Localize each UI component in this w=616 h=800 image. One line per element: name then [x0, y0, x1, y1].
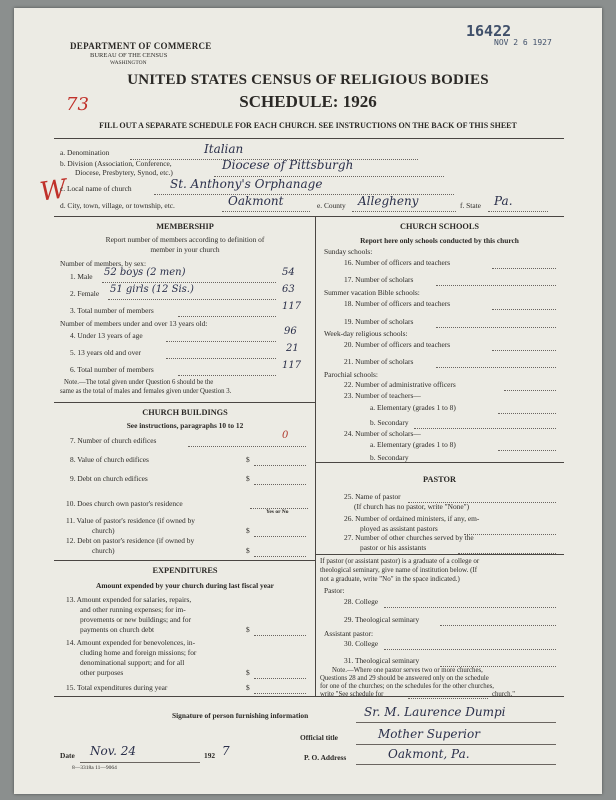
q23-label: 23. Number of teachers— [344, 391, 421, 400]
q5-value[interactable]: 21 [286, 343, 299, 354]
q8-label: 8. Value of church edifices [70, 455, 149, 464]
membership-heading: MEMBERSHIP [156, 222, 214, 231]
q26-label-2: ployed as assistant pastors [360, 524, 438, 533]
q23a-line [498, 413, 556, 414]
q19-label: 19. Number of scholars [344, 317, 414, 326]
q9-label: 9. Debt on church edifices [70, 474, 148, 483]
q21-line [436, 367, 556, 368]
q2-line [108, 299, 276, 300]
q31-label: 31. Theological seminary [344, 656, 420, 665]
q1-line [102, 282, 276, 283]
column-divider [315, 216, 316, 696]
pastor-subheading: Pastor: [324, 586, 345, 595]
city-value[interactable]: Oakmont [228, 194, 284, 208]
q4-value[interactable]: 96 [284, 326, 297, 337]
q16-line [492, 268, 556, 269]
pastor-note-5: church." [492, 691, 515, 698]
q24a-label: a. Elementary (grades 1 to 8) [370, 440, 456, 449]
q8-dollar: $ [246, 455, 250, 464]
q2-value[interactable]: 63 [282, 284, 295, 295]
q5-line [166, 358, 276, 359]
q11-line [254, 536, 306, 537]
q24-label: 24. Number of scholars— [344, 429, 421, 438]
assistant-subheading: Assistant pastor: [324, 629, 374, 638]
address-label: P. O. Address [304, 753, 347, 762]
official-title-label: Official title [300, 733, 338, 742]
county-line [352, 211, 456, 212]
margin-number: 73 [66, 94, 89, 115]
signature-label: Signature of person furnishing information [172, 711, 309, 720]
q25-note: (If church has no pastor, write "None") [354, 502, 470, 511]
q19-line [436, 327, 556, 328]
q6-line [178, 375, 276, 376]
q5-label: 5. 13 years old and over [70, 348, 142, 357]
q13-label: 13. Amount expended for salaries, repairs, [66, 595, 192, 604]
received-stamp-date: NOV 2 6 1927 [494, 38, 552, 47]
q13-label-4: payments on church debt [80, 625, 155, 634]
pastor-heading: PASTOR [423, 475, 456, 484]
q14-label-3: denominational support; and for all [80, 658, 185, 667]
q29-label: 29. Theological seminary [344, 615, 420, 624]
official-title-line [356, 744, 556, 745]
pastor-note-3: for one of the churches; on the schedules for the other churches, [320, 683, 495, 690]
pastor-note-line [408, 698, 488, 699]
official-title-value[interactable]: Mother Superior [378, 727, 480, 741]
date-line [80, 762, 200, 763]
q3-label: 3. Total number of members [70, 306, 154, 315]
q22-line [504, 390, 556, 391]
margin-mark: W [38, 174, 69, 208]
q30-label: 30. College [344, 639, 379, 648]
address-value[interactable]: Oakmont, Pa. [388, 747, 470, 761]
q27-label-2: pastor or his assistants [360, 543, 427, 552]
division-label: b. Division (Association, Conference, [60, 159, 172, 168]
city-label: d. City, town, village, or township, etc. [60, 201, 175, 210]
q1-entry[interactable]: 52 boys (2 men) [104, 267, 186, 278]
q17-line [436, 285, 556, 286]
q14-dollar: $ [246, 668, 250, 677]
buildings-subheading: See instructions, paragraphs 10 to 12 [126, 421, 244, 430]
q10-label: 10. Does church own pastor's residence [66, 499, 183, 508]
q14-label-2: cluding home and foreign missions; for [80, 648, 197, 657]
division-value[interactable]: Diocese of Pittsburgh [222, 158, 354, 172]
membership-note: Note.—The total given under Question 6 should be the [64, 379, 214, 386]
q7-value[interactable]: 0 [282, 430, 289, 441]
expenditures-heading: EXPENDITURES [152, 566, 218, 575]
q12-label: 12. Debt on pastor's residence (if owned by [66, 536, 195, 545]
q12-dollar: $ [246, 546, 250, 555]
q15-line [254, 693, 306, 694]
q21-label: 21. Number of scholars [344, 357, 414, 366]
form-title: UNITED STATES CENSUS OF RELIGIOUS BODIES [127, 72, 489, 88]
parochial-schools-label: Parochial schools: [324, 370, 378, 379]
q7-line [188, 446, 306, 447]
q1-value[interactable]: 54 [282, 267, 295, 278]
received-stamp-number: 16422 [466, 22, 512, 40]
local-name-value[interactable]: St. Anthony's Orphanage [170, 177, 323, 191]
q3-line [178, 316, 276, 317]
membership-note-2: same as the total of males and females given under Question 3. [60, 388, 232, 395]
q22-label: 22. Number of administrative officers [344, 380, 456, 389]
q17-label: 17. Number of scholars [344, 275, 414, 284]
q24a-line [498, 450, 556, 451]
q28-line [384, 607, 556, 608]
graduate-note: If pastor (or assistant pastor) is a graduate of a college or [320, 557, 480, 565]
q23a-label: a. Elementary (grades 1 to 8) [370, 403, 456, 412]
buildings-rule [54, 560, 316, 561]
form-code: 8—3318a 11—9064 [72, 765, 117, 771]
q26-label: 26. Number of ordained ministers, if any, em- [344, 514, 480, 523]
division-label-2: Diocese, Presbytery, Synod, etc.) [75, 168, 173, 177]
buildings-heading: CHURCH BUILDINGS [142, 408, 228, 417]
bureau-name: BUREAU OF THE CENSUS [90, 52, 168, 59]
q25-label: 25. Name of pastor [344, 492, 401, 501]
pastor-note-4: write "See schedule for [320, 691, 384, 698]
pastor-rule [315, 554, 564, 555]
sunday-schools-label: Sunday schools: [324, 247, 373, 256]
q26-line [464, 534, 556, 535]
q13-dollar: $ [246, 625, 250, 634]
q18-line [492, 309, 556, 310]
q7-label: 7. Number of church edifices [70, 436, 157, 445]
q8-line [254, 465, 306, 466]
membership-intro-2: member in your church [150, 245, 220, 254]
q11-label-2: church) [92, 526, 115, 535]
header-divider [54, 138, 564, 139]
department-name: DEPARTMENT OF COMMERCE [70, 41, 212, 51]
q13-label-2: and other running expenses; for im- [80, 605, 186, 614]
denomination-label: a. Denomination [60, 148, 110, 157]
year-prefix: 192 [204, 751, 216, 760]
year-value[interactable]: 7 [222, 744, 230, 758]
q16-label: 16. Number of officers and teachers [344, 258, 451, 267]
q29-line [440, 625, 556, 626]
pastor-note: Note.—Where one pastor serves two or more churches, [332, 667, 483, 674]
date-value[interactable]: Nov. 24 [90, 744, 136, 758]
q14-label-4: other purposes [80, 668, 124, 677]
body-top-rule [54, 216, 564, 217]
q30-line [384, 649, 556, 650]
census-schedule-sheet [14, 8, 602, 794]
q11-dollar: $ [246, 526, 250, 535]
membership-rule [54, 402, 316, 403]
state-value[interactable]: Pa. [494, 194, 513, 208]
form-instructions: FILL OUT A SEPARATE SCHEDULE FOR EACH CHURCH. SEE INSTRUCTIONS ON THE BACK OF THIS SHEET [99, 121, 517, 130]
q4-label: 4. Under 13 years of age [70, 331, 143, 340]
q13-line [254, 635, 306, 636]
q1-label: 1. Male [70, 272, 93, 281]
date-label: Date [60, 751, 75, 760]
weekday-schools-label: Week-day religious schools: [324, 329, 408, 338]
q12-line [254, 556, 306, 557]
graduate-note-2: theological seminary, give name of institution below. (If [320, 566, 478, 574]
address-line [356, 764, 556, 765]
q23b-label: b. Secondary [370, 418, 409, 427]
q2-entry[interactable]: 51 girls (12 Sis.) [110, 284, 194, 295]
q13-label-3: provements or new buildings; and for [80, 615, 192, 624]
age-intro: Number of members under and over 13 years old: [60, 319, 208, 328]
state-label: f. State [460, 201, 481, 210]
q9-line [254, 484, 306, 485]
yes-no-hint: Yes or No [266, 509, 289, 515]
q20-label: 20. Number of officers and teachers [344, 340, 451, 349]
q28-label: 28. College [344, 597, 379, 606]
summer-schools-label: Summer vacation Bible schools: [324, 288, 420, 297]
q14-line [254, 678, 306, 679]
expenditures-subheading: Amount expended by your church during last fiscal year [96, 581, 274, 590]
county-label: e. County [317, 201, 346, 210]
city-line [222, 211, 310, 212]
q15-label: 15. Total expenditures during year [66, 683, 168, 692]
county-value[interactable]: Allegheny [358, 194, 419, 208]
denomination-value[interactable]: Italian [204, 142, 244, 156]
signature-line [356, 722, 556, 723]
graduate-note-3: not a graduate, write "No" in the space indicated.) [320, 575, 460, 583]
by-sex-label: Number of members, by sex: [60, 259, 146, 268]
q18-label: 18. Number of officers and teachers [344, 299, 451, 308]
membership-intro: Report number of members according to definition of [105, 235, 265, 244]
local-name-label: c. Local name of church [60, 184, 132, 193]
q6-value[interactable]: 117 [282, 360, 302, 371]
q23b-line [414, 428, 556, 429]
body-bottom-rule [54, 696, 564, 697]
q4-line [166, 341, 276, 342]
form-subtitle: SCHEDULE: 1926 [239, 92, 377, 111]
state-line [488, 211, 548, 212]
q3-value[interactable]: 117 [282, 301, 302, 312]
q24b-label: b. Secondary [370, 453, 409, 462]
pastor-note-2: Questions 28 and 29 should be answered only on the schedule [320, 675, 489, 682]
signature-value[interactable]: Sr. M. Laurence Dumpi [364, 705, 506, 719]
q11-label: 11. Value of pastor's residence (if owned by [66, 516, 195, 525]
q15-dollar: $ [246, 683, 250, 692]
q20-line [492, 350, 556, 351]
q2-label: 2. Female [70, 289, 100, 298]
q6-label: 6. Total number of members [70, 365, 154, 374]
q12-label-2: church) [92, 546, 115, 555]
q9-dollar: $ [246, 474, 250, 483]
city-name: WASHINGTON [110, 60, 147, 66]
q27-label: 27. Number of other churches served by the [344, 533, 474, 542]
schools-rule [315, 462, 564, 463]
q14-label: 14. Amount expended for benevolences, in- [66, 638, 196, 647]
schools-heading: CHURCH SCHOOLS [399, 222, 480, 231]
schools-subheading: Report here only schools conducted by this church [360, 236, 519, 245]
